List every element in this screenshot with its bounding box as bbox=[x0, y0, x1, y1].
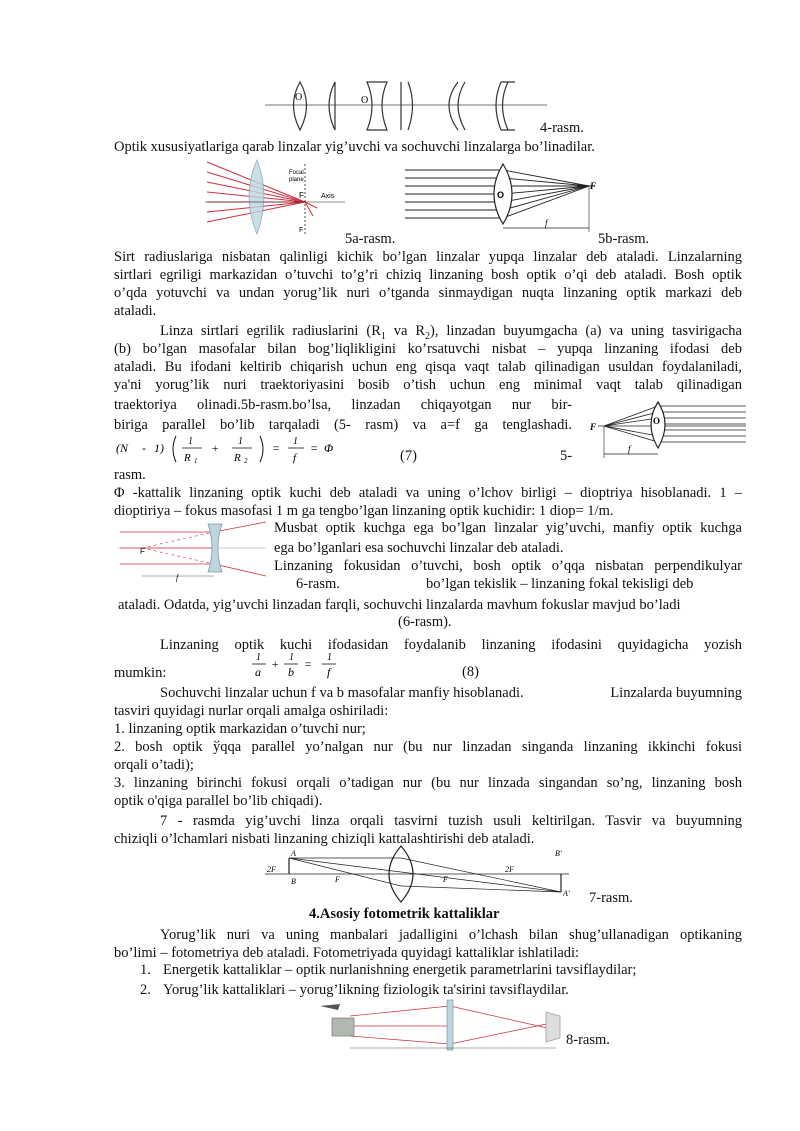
fig5a-label-focal: Focal bbox=[289, 170, 304, 176]
paragraph-formula-5: traektoriya olinadi.5b-rasm.bo’lsa, linzadan chiqayotgan nur bir- bbox=[114, 397, 572, 413]
fig5c-label-small-f: f bbox=[628, 444, 631, 454]
paragraph-photometry-2: bo’limi – fotometriya deb ataladi. Fotometriyada quyidagi kattaliklar ishlatiladi: bbox=[114, 945, 580, 961]
equation-7-number: (7) bbox=[400, 448, 417, 464]
eq8-n1: 1 bbox=[256, 652, 261, 663]
paragraph-diverge-1: Musbat optik kuchga ega bo’lgan linzalar yig’uvchi, manfiy optik kuchga bbox=[274, 520, 742, 536]
eq7-one: 1) bbox=[154, 441, 164, 455]
eq7-sub2: 2 bbox=[244, 457, 248, 465]
fig5a-label-f: F bbox=[299, 191, 304, 200]
fig5c-label-f: F bbox=[590, 422, 597, 432]
paragraph-fig7-1: 7 - rasmda yig’uvchi linza orqali tasvirni tuzish usuli keltirilgan. Tasvir va buyumning bbox=[160, 813, 742, 829]
fig5a-label-f2: F bbox=[299, 227, 304, 234]
formula-text-a: Linza sirtlari egrilik radiuslarini (R bbox=[160, 323, 381, 339]
eq7-den1: R bbox=[184, 452, 191, 464]
paragraph-photometry-1: Yorug’lik nuri va uning manbalari jadalligini o’lchash bilan shug’ullanadigan optikaning bbox=[160, 927, 742, 943]
fig5a-label-plane: plane bbox=[289, 177, 304, 183]
eq8-d3: f bbox=[327, 665, 331, 679]
rays-item-3: 3. linzaning birinchi fokusi orqali o’tadigan nur (bu nur linzada singandan so’ng, linzaning bosh bbox=[114, 775, 742, 791]
fig5a-caption: 5a-rasm. bbox=[345, 231, 396, 247]
eq7-eq2: = bbox=[310, 441, 319, 455]
rays-item-3b: optik o'qiga parallel bo’lib chiqadi). bbox=[114, 793, 323, 809]
fig5a-label-axis: Axis bbox=[321, 193, 335, 200]
list-item-1-text: Energetik kattaliklar – optik nurlanishning energetik parametrlarini tavsiflaydilar; bbox=[163, 962, 637, 978]
fig7-caption: 7-rasm. bbox=[589, 890, 633, 906]
paragraph-diverge-2: ega bo’lganlari esa sochuvchi linzalar deb ataladi. bbox=[274, 540, 564, 556]
equation-7 bbox=[114, 432, 354, 466]
list-item-2-num: 2. bbox=[140, 982, 151, 998]
formula-text-c: va R bbox=[385, 323, 426, 339]
eq7-den2: R bbox=[234, 452, 241, 464]
paragraph-formula-2: (b) bo’lgan masofalar bilan bog’liqlikligini ko’rsatuvchi nisbat – yupqa linzaning ifodasi deb bbox=[114, 341, 742, 357]
paragraph-formula-6: biriga parallel bo’lib tarqaladi (5- rasm) va a=f ga tenglashadi. bbox=[114, 417, 572, 433]
fig5b-parallel-rays bbox=[405, 162, 605, 238]
fig5b-label-f: F bbox=[590, 181, 597, 191]
fig4-lens-shapes bbox=[265, 80, 585, 136]
paragraph-focal-plane-2: ataladi. Odatda, yig’uvchi linzadan farqli, sochuvchi linzalarda mavhum fokuslar mavjud bo’ladi bbox=[118, 597, 681, 613]
fig5c-caption-a: 5- bbox=[560, 448, 573, 464]
fig7-label-b-prime: B' bbox=[555, 849, 562, 858]
paragraph-thin-3: o’qda yotuvchi va undan yorug’lik nuri o’tganda sinmaydigan nuqta linzaning optik markazi deb bbox=[114, 285, 742, 301]
section-heading: 4.Asosiy fotometrik kattaliklar bbox=[309, 906, 500, 922]
fig6-diverging-lens bbox=[118, 520, 268, 582]
paragraph-thin-4: ataladi. bbox=[114, 303, 157, 319]
paragraph-rays-1 bbox=[114, 684, 742, 702]
fig8-photometry-setup bbox=[310, 1000, 568, 1050]
equation-8-number: (8) bbox=[462, 664, 479, 680]
equation-8 bbox=[250, 648, 346, 682]
paragraph-diverge-3: Linzaning fokusidan o’tuvchi, bosh optik o’qqa nisbatan perpendikulyar bbox=[274, 558, 742, 574]
paragraph-formula-4: ya'ni yorug’lik nuri traektoriyasini bosib o’tish uchun eng minimal vaqt talab qilinadigan bbox=[114, 377, 742, 393]
eq8-eq: = bbox=[304, 657, 313, 671]
paragraph-power-2: dioptiriya – fokus masofasi 1 m ga tengbo’lgan linzaning optik kuchidir: 1 diop= 1/m. bbox=[114, 503, 614, 519]
list-item-2-text: Yorug’lik kattaliklari – yorug’likning fiziologik ta'sirini tavsiflaydilar. bbox=[163, 982, 569, 998]
fig5c-lens-diagram bbox=[590, 400, 750, 464]
fig6-caption: 6-rasm. bbox=[296, 576, 340, 592]
fig7-label-a: A bbox=[291, 849, 296, 858]
paragraph-power-1: Φ -kattalik linzaning optik kuchi deb ataladi va uning o’lchov birligi – dioptriya hisoblanadi. 1 – bbox=[114, 485, 742, 501]
fig7-label-a-prime: A' bbox=[563, 889, 570, 898]
fig7-label-f-left: F bbox=[335, 875, 340, 884]
fig4-label-o2: O bbox=[361, 95, 369, 106]
fig4-label-o1: O bbox=[295, 92, 303, 103]
eq7-num2: 1 bbox=[238, 436, 243, 447]
rays-item-1: 1. linzaning optik markazidan o’tuvchi nur; bbox=[114, 721, 366, 737]
fig8-caption: 8-rasm. bbox=[566, 1032, 610, 1048]
eq7-sub1: 1 bbox=[194, 457, 198, 465]
formula-sub-1: 1 bbox=[380, 330, 386, 342]
formula-sub-2: 2 bbox=[425, 330, 431, 342]
fig5b-label-small-f: f bbox=[545, 218, 548, 228]
fig5c-caption-b: rasm. bbox=[114, 467, 146, 483]
fig7-image-construction bbox=[265, 846, 575, 904]
fig6-label-small-f: f bbox=[176, 573, 179, 582]
eq8-d2: b bbox=[288, 665, 294, 679]
list-item-1-num: 1. bbox=[140, 962, 151, 978]
paragraph-lens-types: Optik xususiyatlariga qarab linzalar yig’uvchi va sochuvchi linzalarga bo’linadilar. bbox=[114, 139, 595, 155]
paragraph-focal-plane-3: (6-rasm). bbox=[398, 614, 452, 630]
rays-text-b: Linzalarda buyumning bbox=[610, 685, 742, 701]
eq8-d1: a bbox=[255, 665, 261, 679]
paragraph-thin-2: sirtlari egriligi markazidan o’tuvchi to’g’ri chiziq linzaning bosh optik o’qi deb ataladi. Bosh optik bbox=[114, 267, 742, 283]
fig4-caption: 4-rasm. bbox=[540, 120, 584, 136]
formula-text-e: ), linzadan buyumgacha (a) va uning tasvirigacha bbox=[430, 323, 742, 339]
eq7-eq: = bbox=[272, 441, 281, 455]
paragraph-focal-plane-1: bo’lgan tekislik – linzaning fokal tekisligi deb bbox=[426, 576, 694, 592]
fig7-label-f-right: F bbox=[443, 875, 448, 884]
eq7-den3: f bbox=[293, 452, 297, 464]
fig6-label-f: F bbox=[140, 547, 145, 556]
eq7-num3: 1 bbox=[293, 436, 298, 447]
eq8-n2: 1 bbox=[289, 652, 294, 663]
fig5a-converging-lens bbox=[205, 160, 350, 238]
fig7-label-b: B bbox=[291, 877, 296, 886]
paragraph-eq8-1: Linzaning optik kuchi ifodasidan foydalanib linzaning ifodasini quyidagicha yozish bbox=[160, 637, 742, 653]
fig5b-label-o: O bbox=[497, 190, 505, 200]
eq7-minus: - bbox=[142, 441, 146, 455]
eq8-plus: + bbox=[271, 657, 280, 671]
eq7-phi: Φ bbox=[324, 441, 334, 455]
eq7-plus: + bbox=[211, 441, 220, 455]
paragraph-thin-1: Sirt radiuslariga nisbatan qalinligi kichik bo’lgan linzalar yupqa linzalar deb ataladi. Linzalarning bbox=[114, 249, 742, 265]
paragraph-fig7-2: chiziqli o’lchamlari nisbati linzaning chiziqli kattalashtirishi deb ataladi. bbox=[114, 831, 535, 847]
fig7-label-2f-right: 2F bbox=[505, 865, 514, 874]
fig5b-caption: 5b-rasm. bbox=[598, 231, 650, 247]
paragraph-rays-2: tasviri quyidagi nurlar orqali amalga oshiriladi: bbox=[114, 703, 389, 719]
paragraph-formula-3: ataladi. Bu ifodani keltirib chiqarish uchun eng qisqa vaqt talab qilinadigan usuldan foydalaniladi, bbox=[114, 359, 742, 375]
rays-item-2: 2. bosh optik ўqqa parallel yo’nalgan nur (bu nur linzadan singanda linzaning ikkinchi fokusi bbox=[114, 739, 742, 755]
rays-item-2b: orqali o’tadi); bbox=[114, 757, 194, 773]
eq7-num1: 1 bbox=[188, 436, 193, 447]
rays-text-a: Sochuvchi linzalar uchun f va b masofalar manfiy hisoblanadi. bbox=[160, 685, 524, 701]
eq7-n: (N bbox=[116, 441, 128, 455]
fig7-label-2f-left: 2F bbox=[267, 865, 276, 874]
eq8-n3: 1 bbox=[327, 652, 332, 663]
fig5c-label-o: O bbox=[653, 416, 661, 426]
paragraph-eq8-2: mumkin: bbox=[114, 665, 167, 681]
